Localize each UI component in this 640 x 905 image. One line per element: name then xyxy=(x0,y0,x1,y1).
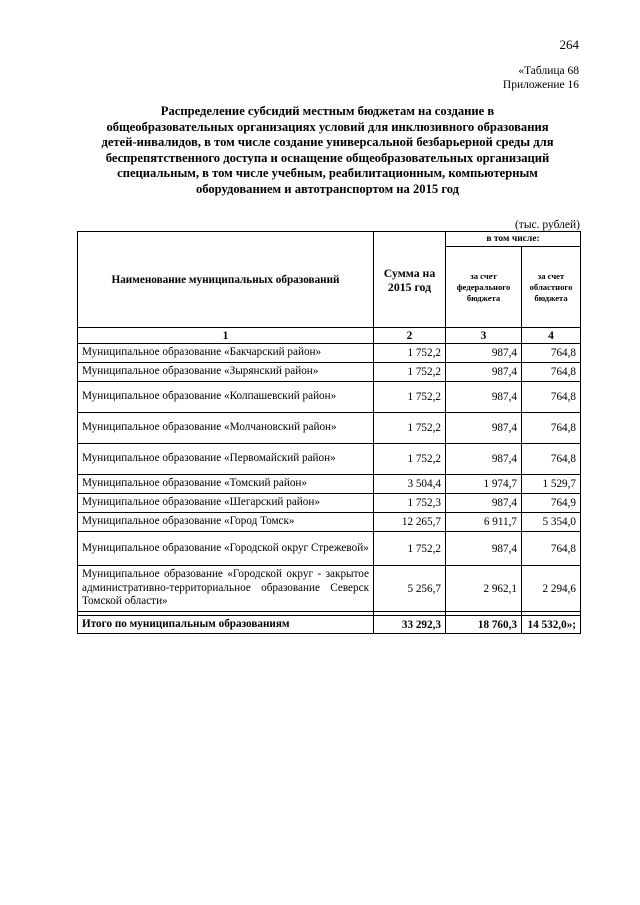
header-federal-line: за счет xyxy=(470,270,497,281)
table-row xyxy=(78,513,581,532)
row-name: Муниципальное образование «Первомайский район» xyxy=(78,444,374,475)
row-sum: 1 752,2 xyxy=(374,363,446,382)
row-federal: 987,4 xyxy=(446,382,522,413)
table-row xyxy=(78,363,581,382)
header-regional xyxy=(522,247,581,328)
header-sum-line: 2015 год xyxy=(387,279,432,294)
row-regional: 764,8 xyxy=(522,532,581,566)
table-row xyxy=(78,532,581,566)
row-sum: 1 752,2 xyxy=(374,382,446,413)
row-name: Муниципальное образование «Молчановский район» xyxy=(78,413,374,444)
table-row xyxy=(78,444,581,475)
row-sum: 1 752,2 xyxy=(374,444,446,475)
column-number-row xyxy=(78,328,581,344)
column-number: 2 xyxy=(374,328,446,344)
table-row xyxy=(78,475,581,494)
title-line: беспрепятственного доступа и оснащение общеобразовательных организаций xyxy=(105,150,550,165)
column-number: 4 xyxy=(522,328,581,344)
row-federal: 987,4 xyxy=(446,363,522,382)
row-sum: 1 752,2 xyxy=(374,413,446,444)
row-name: Муниципальное образование «Зырянский район» xyxy=(78,363,374,382)
header-regional-line: областного xyxy=(529,281,573,292)
total-row xyxy=(78,616,581,634)
row-federal: 2 962,1 xyxy=(446,566,522,612)
row-federal: 987,4 xyxy=(446,413,522,444)
header-federal-line: федерального xyxy=(456,281,511,292)
row-name: Муниципальное образование «Бакчарский район» xyxy=(78,344,374,363)
header-including: в том числе: xyxy=(446,232,581,247)
total-regional: 14 532,0»; xyxy=(522,616,581,634)
row-regional: 764,8 xyxy=(522,363,581,382)
row-name: Муниципальное образование «Городской округ - закрытое административно-территориальное образование Северск Томской области» xyxy=(78,566,374,612)
row-regional: 2 294,6 xyxy=(522,566,581,612)
table-row xyxy=(78,413,581,444)
table-reference xyxy=(0,64,579,92)
row-regional: 764,8 xyxy=(522,344,581,363)
row-sum: 1 752,2 xyxy=(374,532,446,566)
title-line: детей-инвалидов, в том числе создание универсальной безбарьерной среды для xyxy=(101,135,554,150)
title-line: общеобразовательных организациях условий для инклюзивного образования xyxy=(106,119,549,134)
row-name: Муниципальное образование «Шегарский район» xyxy=(78,494,374,513)
row-name: Муниципальное образование «Томский район» xyxy=(78,475,374,494)
subsidy-table xyxy=(77,231,581,634)
header-federal-line: бюджета xyxy=(466,292,501,303)
total-sum: 33 292,3 xyxy=(374,616,446,634)
row-regional: 764,8 xyxy=(522,444,581,475)
row-regional: 764,8 xyxy=(522,382,581,413)
reference-line: Приложение 16 xyxy=(502,79,579,91)
table-body xyxy=(78,344,581,634)
row-federal: 1 974,7 xyxy=(446,475,522,494)
row-federal: 987,4 xyxy=(446,494,522,513)
header-regional-line: бюджета xyxy=(534,292,568,303)
page-number: 264 xyxy=(559,37,579,52)
table-row xyxy=(78,382,581,413)
row-regional: 764,9 xyxy=(522,494,581,513)
header-federal xyxy=(446,247,522,328)
row-sum: 12 265,7 xyxy=(374,513,446,532)
unit-label: (тыс. рублей) xyxy=(514,219,580,231)
column-number: 1 xyxy=(78,328,374,344)
total-name: Итого по муниципальным образованиям xyxy=(78,616,374,634)
row-federal: 987,4 xyxy=(446,344,522,363)
table-row xyxy=(78,344,581,363)
table-row xyxy=(78,494,581,513)
table-header xyxy=(78,232,581,344)
row-name: Муниципальное образование «Город Томск» xyxy=(78,513,374,532)
row-regional: 764,8 xyxy=(522,413,581,444)
reference-line: «Таблица 68 xyxy=(518,65,579,77)
row-regional: 5 354,0 xyxy=(522,513,581,532)
row-federal: 987,4 xyxy=(446,532,522,566)
row-sum: 1 752,2 xyxy=(374,344,446,363)
title-line: Распределение субсидий местным бюджетам на создание в xyxy=(160,104,495,118)
row-sum: 5 256,7 xyxy=(374,566,446,612)
row-sum: 3 504,4 xyxy=(374,475,446,494)
row-sum: 1 752,3 xyxy=(374,494,446,513)
header-sum-line: Сумма на xyxy=(383,265,436,280)
row-name: Муниципальное образование «Колпашевский район» xyxy=(78,382,374,413)
document-title xyxy=(75,104,580,198)
title-line: специальным, в том числе учебным, реабилитационным, компьютерным xyxy=(117,166,538,181)
header-sum xyxy=(374,232,446,328)
total-federal: 18 760,3 xyxy=(446,616,522,634)
header-name: Наименование муниципальных образований xyxy=(78,232,374,328)
row-name: Муниципальное образование «Городской округ Стрежевой» xyxy=(78,532,374,566)
header-regional-line: за счет xyxy=(537,270,565,281)
table-row xyxy=(78,566,581,612)
row-regional: 1 529,7 xyxy=(522,475,581,494)
column-number: 3 xyxy=(446,328,522,344)
title-line: оборудованием и автотранспортом на 2015 год xyxy=(195,181,460,196)
row-federal: 987,4 xyxy=(446,444,522,475)
row-federal: 6 911,7 xyxy=(446,513,522,532)
